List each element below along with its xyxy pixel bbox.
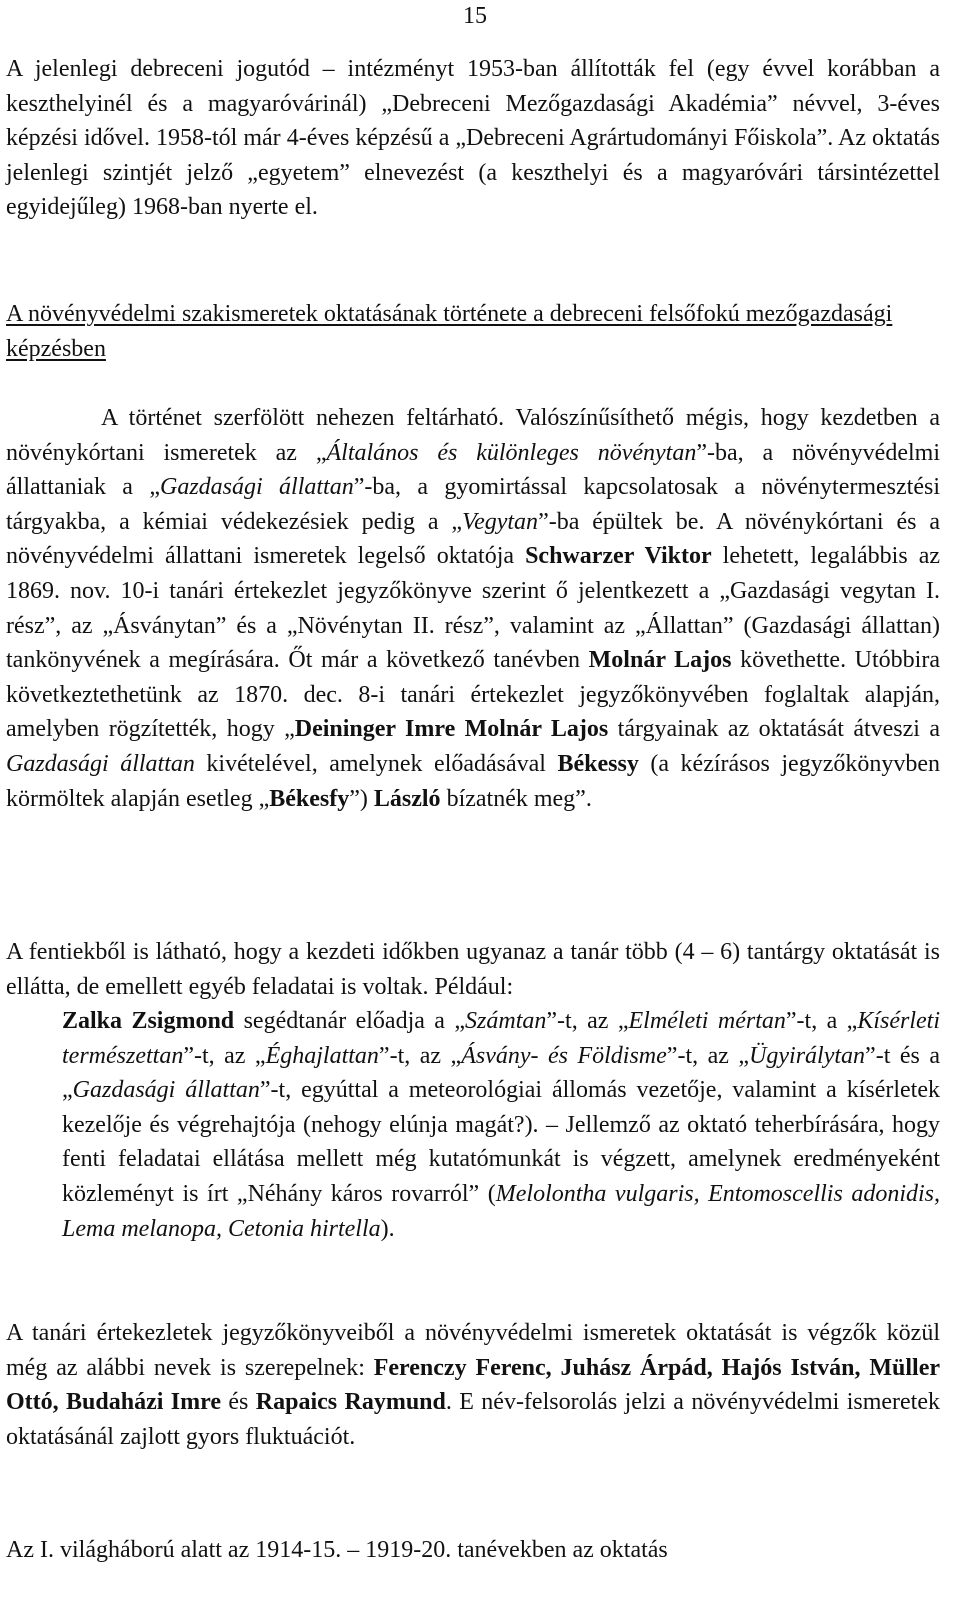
example-paragraph: Zalka Zsigmond segédtanár előadja a „Számtan”-t, az „Elméleti mértan”-t, a „Kísérleti természettan”-t, az „Éghajlattan”-t, az „Ásvány- és Földisme”-t, az „Ügyirálytan”-t és a „Gazdasági állattan”-t, egyúttal a meteorológiai állomás vezetője, valamint a kísérletek kezelője és végrehajtója (nehogy elúnja magát?). – Jellemző az oktató teherbírására, hogy fenti feladatai ellátása mellett még kutatómunkát is végzett, amelynek eredményeként közleményt is írt „Néhány káros rovarról” (Melolontha vulgaris, Entomoscellis adonidis, Lema melanopa, Cetonia hirtella). — [62, 1008, 941, 1242]
teachers-paragraph: A tanári értekezletek jegyzőkönyveiből a növényvédelmi ismeretek oktatását is végzők közül még az alábbi nevek is szerepelnek: Ferenczy Ferenc, Juhász Árpád, Hajós István, Müller Ottó, Budaházi Imre és Rapaics Raymund. E név-felsorolás jelzi a növényvédelmi ismeretek oktatásánál zajlott gyors fluktuációt. — [6, 1320, 941, 1450]
workload-paragraph: A fentiekből is látható, hogy a kezdeti időkben ugyanaz a tanár több (4 – 6) tantárgy oktatását is ellátta, de emellett egyéb feladatai is voltak. Például: — [6, 939, 940, 1000]
page-number: 15 — [463, 3, 487, 29]
section-heading: A növényvédelmi szakismeretek oktatásának története a debreceni felsőfokú mezőgazdasági képzésben — [6, 301, 893, 362]
wartime-paragraph: Az I. világháború alatt az 1914-15. – 1919-20. tanévekben az oktatás — [6, 1537, 668, 1563]
history-paragraph: A történet szerfölött nehezen feltárható. Valószínűsíthető mégis, hogy kezdetben a növénykórtani ismeretek az „Általános és különleges növénytan”-ba, a növényvédelmi állattaniak a „Gazdasági állattan”-ba, a gyomirtással kapcsolatosak a növénytermesztési tárgyakba, a kémiai védekezésiek pedig a „Vegytan”-ba épültek be. A növénykórtani és a növényvédelmi állattani ismeretek legelső oktatója Schwarzer Viktor lehetett, legalábbis az 1869. nov. 10-i tanári értekezlet jegyzőkönyve szerint ő jelentkezett a „Gazdasági vegytan I. rész”, az „Ásványtan” és a „Növénytan II. rész”, valamint az „Állattan” (Gazdasági állattan) tankönyvének a megírására. Őt már a következő tanévben Molnár Lajos követhette. Utóbbira következtethetünk az 1870. dec. 8-i tanári értekezlet jegyzőkönyvében foglaltak alapján, amelyben rögzítették, hogy „Deininger Imre Molnár Lajos tárgyainak az oktatását átveszi a Gazdasági állattan kivételével, amelynek előadásával Békessy (a kézírásos jegyzőkönyvben körmöltek alapján esetleg „Békesfy”) László bízatnék meg”. — [6, 405, 941, 812]
intro-paragraph: A jelenlegi debreceni jogutód – intézményt 1953-ban állították fel (egy évvel korábban a keszthelyinél és a magyaróvárinál) „Debreceni Mezőgazdasági Akadémia” névvel, 3-éves képzési idővel. 1958-tól már 4-éves képzésű a „Debreceni Agrártudományi Főiskola”. Az oktatás jelenlegi szintjét jelző „egyetem” elnevezést (a keszthelyi és a magyaróvári társintézettel egyidejűleg) 1968-ban nyerte el. — [6, 56, 940, 221]
